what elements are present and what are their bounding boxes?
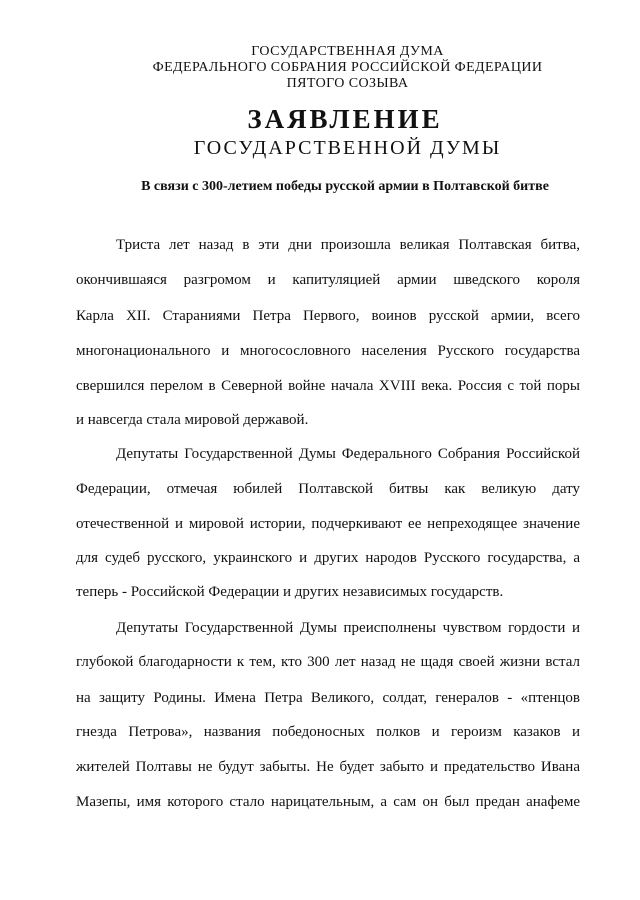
paragraph-1-line-6: и навсегда стала мировой державой.	[76, 412, 309, 428]
document-occasion: В связи с 300-летием победы русской армии в Полтавской битве	[141, 179, 549, 194]
paragraph-3-line-6: Мазепы, имя которого стало нарицательным, а сам он был предан анафеме	[76, 794, 580, 810]
paragraph-2-line-1: Депутаты Государственной Думы Федерального Собрания Российской	[116, 446, 580, 462]
paragraph-3-line-4: гнезда Петрова», названия победоносных полков и героизм казаков и	[76, 724, 580, 740]
header-organization: ГОСУДАРСТВЕННАЯ ДУМА	[251, 44, 444, 59]
paragraph-1-line-2: окончившаяся разгромом и капитуляцией армии шведского короля	[76, 272, 580, 288]
paragraph-1-line-5: свершился перелом в Северной войне начала XVIII века. Россия с той поры	[76, 378, 580, 394]
paragraph-2-line-5: теперь - Российской Федерации и других независимых государств.	[76, 584, 504, 600]
paragraph-2-line-2: Федерации, отмечая юбилей Полтавской битвы как великую дату	[76, 481, 580, 497]
header-convocation: ПЯТОГО СОЗЫВА	[286, 76, 409, 91]
paragraph-1-line-1: Триста лет назад в эти дни произошла великая Полтавская битва,	[116, 237, 580, 253]
paragraph-1-line-4: многонационального и многосословного населения Русского государства	[76, 343, 580, 359]
header-assembly: ФЕДЕРАЛЬНОГО СОБРАНИЯ РОССИЙСКОЙ ФЕДЕРАЦИИ	[152, 60, 543, 75]
paragraph-1-line-3: Карла XII. Стараниями Петра Первого, воинов русской армии, всего	[76, 308, 580, 324]
document-title: ЗАЯВЛЕНИЕ	[247, 104, 443, 134]
paragraph-2-line-4: для судеб русского, украинского и других народов Русского государства, а	[76, 550, 580, 566]
paragraph-3-line-1: Депутаты Государственной Думы преисполнены чувством гордости и	[116, 620, 580, 636]
document-subtitle: ГОСУДАРСТВЕННОЙ ДУМЫ	[193, 137, 502, 159]
paragraph-3-line-5: жителей Полтавы не будут забыты. Не будет забыто и предательство Ивана	[76, 759, 580, 775]
paragraph-2-line-3: отечественной и мировой истории, подчеркивают ее непреходящее значение	[76, 516, 580, 532]
paragraph-3-line-3: на защиту Родины. Имена Петра Великого, солдат, генералов - «птенцов	[76, 690, 580, 706]
paragraph-3-line-2: глубокой благодарности к тем, кто 300 лет назад не щадя своей жизни встал	[76, 654, 580, 670]
